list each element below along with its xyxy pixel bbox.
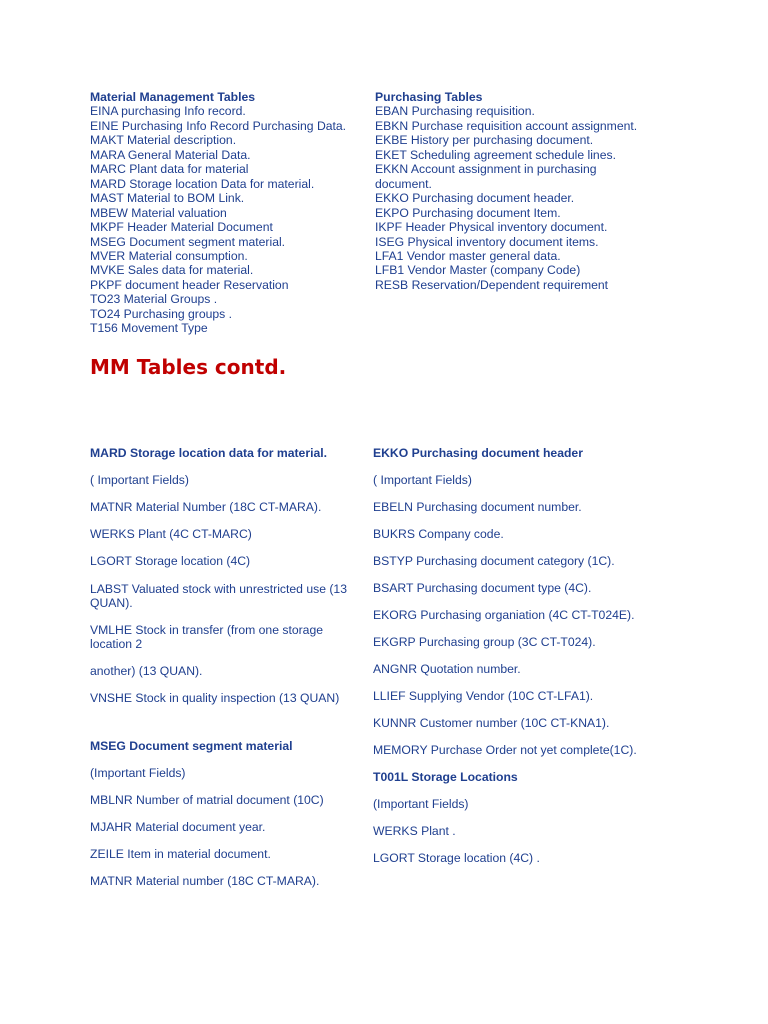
list-item: EKKO Purchasing document header. <box>375 191 575 206</box>
list-item: MARA General Material Data. <box>90 147 251 162</box>
purchasing-tables-list <box>375 90 675 292</box>
ekko-subheading: ( Important Fields) <box>373 473 472 487</box>
mard-heading: MARD Storage location data for material. <box>90 446 328 460</box>
list-item: ISEG Physical inventory document items. <box>375 234 599 249</box>
t001l-subheading: (Important Fields) <box>373 797 469 811</box>
ekko-field: EBELN Purchasing document number. <box>373 500 582 514</box>
list-item: EKPO Purchasing document Item. <box>375 205 561 220</box>
list-item: EINE Purchasing Info Record Purchasing Data. <box>90 118 347 133</box>
list-item: EBAN Purchasing requisition. <box>375 104 535 119</box>
list-item: MBEW Material valuation <box>90 205 227 220</box>
list-item: MAST Material to BOM Link. <box>90 191 245 206</box>
mseg-field: ZEILE Item in material document. <box>90 847 271 861</box>
mard-field: VNSHE Stock in quality inspection (13 QUAN) <box>90 691 340 705</box>
mm-tables-list <box>90 90 370 336</box>
list-item: EKET Scheduling agreement schedule lines. <box>375 147 616 162</box>
mard-subheading: ( Important Fields) <box>90 473 189 487</box>
mard-field: WERKS Plant (4C CT-MARC) <box>90 527 252 541</box>
ekko-heading: EKKO Purchasing document header <box>373 446 583 460</box>
list-item: TO23 Material Groups . <box>90 292 218 307</box>
ekko-field: BSART Purchasing document type (4C). <box>373 581 592 595</box>
list-item: MVER Material consumption. <box>90 248 248 263</box>
list-item: PKPF document header Reservation <box>90 277 289 292</box>
list-item: MSEG Document segment material. <box>90 234 286 249</box>
list-item: RESB Reservation/Dependent requirement <box>375 277 609 292</box>
mard-field: VMLHE Stock in transfer (from one storage location 2 <box>90 623 324 651</box>
section-title: MM Tables contd. <box>90 355 287 379</box>
list-item: EBKN Purchase requisition account assignment. <box>375 118 638 133</box>
list-item: T156 Movement Type <box>90 321 208 336</box>
list-item: IKPF Header Physical inventory document. <box>375 220 608 235</box>
mseg-heading: MSEG Document segment material <box>90 739 293 753</box>
list-item: MAKT Material description. <box>90 133 237 148</box>
list-item: EINA purchasing Info record. <box>90 104 246 119</box>
mard-field: LABST Valuated stock with unrestricted use (13 QUAN). <box>90 582 347 610</box>
list-item: LFA1 Vendor master general data. <box>375 248 561 263</box>
ekko-field: ANGNR Quotation number. <box>373 662 521 676</box>
list-item: MARD Storage location Data for material. <box>90 176 315 191</box>
list-item: EKKN Account assignment in purchasing document. <box>375 162 597 191</box>
t001l-field: WERKS Plant . <box>373 824 456 838</box>
purchasing-tables-heading: Purchasing Tables <box>375 90 483 104</box>
mseg-field: MBLNR Number of matrial document (10C) <box>90 793 324 807</box>
ekko-field: EKGRP Purchasing group (3C CT-T024). <box>373 635 596 649</box>
mseg-subheading: (Important Fields) <box>90 766 186 780</box>
ekko-field: EKORG Purchasing organiation (4C CT-T024E). <box>373 608 635 622</box>
list-item: EKBE History per purchasing document. <box>375 133 594 148</box>
mm-tables-heading: Material Management Tables <box>90 90 256 104</box>
t001l-field: LGORT Storage location (4C) . <box>373 851 540 865</box>
list-item: MKPF Header Material Document <box>90 220 273 235</box>
mseg-field: MJAHR Material document year. <box>90 820 266 834</box>
list-item: LFB1 Vendor Master (company Code) <box>375 263 581 278</box>
ekko-field: MEMORY Purchase Order not yet complete(1C). <box>373 743 637 757</box>
ekko-field: LLIEF Supplying Vendor (10C CT-LFA1). <box>373 689 594 703</box>
t001l-heading: T001L Storage Locations <box>373 770 518 784</box>
ekko-field: BSTYP Purchasing document category (1C). <box>373 554 615 568</box>
list-item: MARC Plant data for material <box>90 162 249 177</box>
list-item: MVKE Sales data for material. <box>90 263 254 278</box>
list-item: TO24 Purchasing groups . <box>90 306 233 321</box>
mard-field: MATNR Material Number (18C CT-MARA). <box>90 500 322 514</box>
mard-field: another) (13 QUAN). <box>90 664 203 678</box>
mard-field: LGORT Storage location (4C) <box>90 554 251 568</box>
ekko-field: KUNNR Customer number (10C CT-KNA1). <box>373 716 610 730</box>
ekko-field: BUKRS Company code. <box>373 527 504 541</box>
mseg-field: MATNR Material number (18C CT-MARA). <box>90 874 320 888</box>
